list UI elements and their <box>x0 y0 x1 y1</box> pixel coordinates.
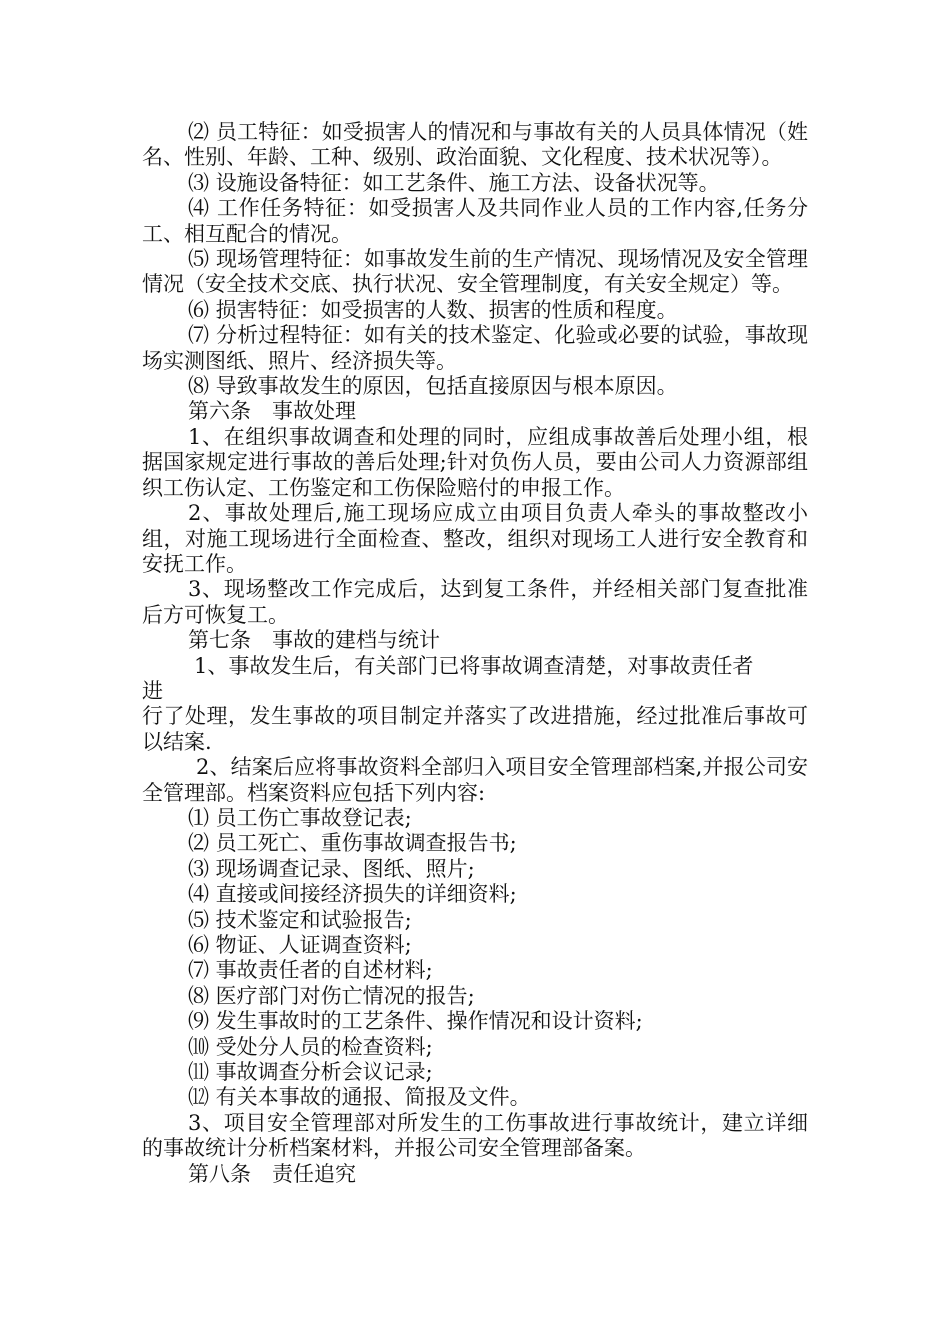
archive-item-11: ⑾ 事故调查分析会议记录; <box>188 1060 433 1085</box>
section-heading-article-6: 第六条 事故处理 <box>188 399 356 424</box>
archive-item-6: ⑹ 物证、人证调查资料; <box>188 933 412 957</box>
list-item-employee-features: ⑵ 员工特征：如受损害人的情况和与事故有关的人员具体情况（姓名、性别、年龄、工种、级别、政治面貌、文化程度、技术状况等）。 <box>142 120 808 170</box>
article-7-clause-1-orphan: 进 <box>142 678 163 703</box>
list-item-site-management-features: ⑸ 现场管理特征：如事故发生前的生产情况、现场情况及安全管理情况（安全技术交底、执行状况、安全管理制度，有关安全规定）等。 <box>142 247 808 297</box>
archive-item-10: ⑽ 受处分人员的检查资料; <box>188 1034 433 1059</box>
article-6-clause-2: 2、事故处理后,施工现场应成立由项目负责人牵头的事故整改小组，对施工现场进行全面检查、整改，组织对现场工人进行安全教育和安抚工作。 <box>142 501 808 576</box>
article-7-clause-1-line-1: 1、事故发生后，有关部门已将事故调查清楚，对事故责任者 <box>194 653 754 678</box>
archive-item-3: ⑶ 现场调查记录、图纸、照片; <box>188 856 475 881</box>
article-7-clause-3: 3、项目安全管理部对所发生的工伤事故进行事故统计，建立详细的事故统计分析档案材料，并报公司安全管理部备案。 <box>142 1110 808 1161</box>
list-item-task-features: ⑷ 工作任务特征：如受损害人及共同作业人员的工作内容,任务分工、相互配合的情况。 <box>142 196 808 246</box>
list-item-analysis-features: ⑺ 分析过程特征：如有关的技术鉴定、化验或必要的试验，事故现场实测图纸、照片、经济损失等。 <box>142 323 808 373</box>
archive-item-9: ⑼ 发生事故时的工艺条件、操作情况和设计资料; <box>188 1009 643 1034</box>
article-6-clause-1: 1、在组织事故调查和处理的同时，应组成事故善后处理小组，根据国家规定进行事故的善后处理;针对负伤人员，要由公司人力资源部组织工伤认定、工伤鉴定和工伤保险赔付的申报工作。 <box>142 424 808 500</box>
archive-item-12: ⑿ 有关本事故的通报、简报及文件。 <box>188 1085 531 1110</box>
archive-item-4: ⑷ 直接或间接经济损失的详细资料; <box>188 882 517 907</box>
section-heading-article-7: 第七条 事故的建档与统计 <box>188 628 440 653</box>
section-heading-article-8: 第八条 责任追究 <box>188 1161 356 1186</box>
article-7-clause-2: 2、结案后应将事故资料全部归入项目安全管理部档案,并报公司安全管理部。档案资料应包括下列内容: <box>142 755 808 805</box>
archive-item-5: ⑸ 技术鉴定和试验报告; <box>188 907 412 932</box>
archive-item-8: ⑻ 医疗部门对伤亡情况的报告; <box>188 983 475 1008</box>
archive-item-2: ⑵ 员工死亡、重伤事故调查报告书; <box>188 831 517 856</box>
list-item-facility-features: ⑶ 设施设备特征：如工艺条件、施工方法、设备状况等。 <box>188 170 720 195</box>
archive-item-7: ⑺ 事故责任者的自述材料; <box>188 958 433 983</box>
article-7-clause-1-continued: 行了处理，发生事故的项目制定并落实了改进措施，经过批准后事故可以结案. <box>142 704 808 754</box>
archive-item-1: ⑴ 员工伤亡事故登记表; <box>188 805 412 830</box>
list-item-cause: ⑻ 导致事故发生的原因，包括直接原因与根本原因。 <box>188 374 678 399</box>
document-body <box>142 120 808 1187</box>
article-6-clause-3: 3、现场整改工作完成后，达到复工条件，并经相关部门复查批准后方可恢复工。 <box>142 577 808 627</box>
list-item-damage-features: ⑹ 损害特征：如受损害的人数、损害的性质和程度。 <box>188 297 678 322</box>
